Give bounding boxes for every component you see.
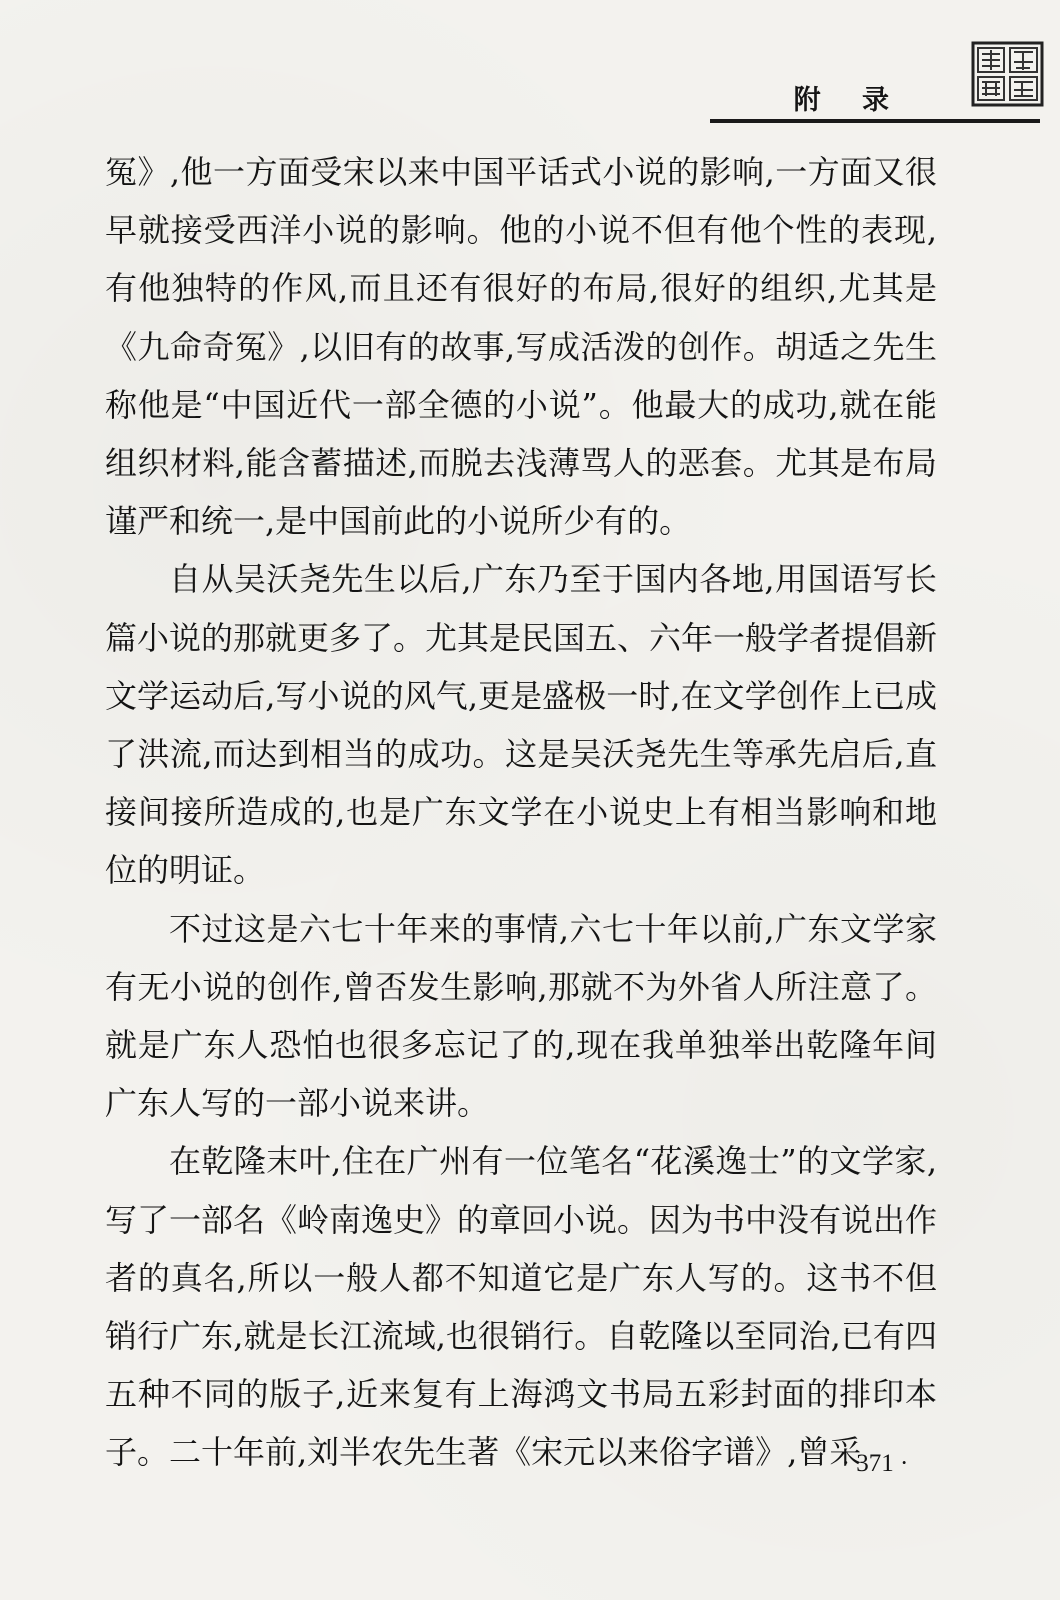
header-rule	[710, 119, 1040, 123]
paragraph-2: 自从吴沃尧先生以后,广东乃至于国内各地,用国语写长篇小说的那就更多了。尤其是民国五、六年一般学者提倡新文学运动后,写小说的风气,更是盛极一时,在文学创作上已成了洪流,而达到相当的成功。这是吴沃尧先生等承先启后,直接间接所造成的,也是广东文学在小说史上有相当影响和地位的明证。	[105, 560, 938, 890]
paragraph-3: 不过这是六七十年来的事情,六七十年以前,广东文学家有无小说的创作,曾否发生影响,那就不为外省人所注意了。就是广东人恐怕也很多忘记了的,现在我单独举出乾隆年间广东人写的一部小说来讲。	[105, 909, 937, 1123]
body-text	[105, 143, 937, 1482]
page-number: · 371 ·	[841, 1450, 909, 1477]
paragraph-4: 在乾隆末叶,住在广州有一位笔名“花溪逸士”的文学家,写了一部名《岭南逸史》的章回小说。因为书中没有说出作者的真名,所以一般人都不知道它是广东人写的。这书不但销行广东,就是长江流域,也很销行。自乾隆以至同治,已有四五种不同的版子,近来复有上海鸿文书局五彩封面的排印本子。二十年前,刘半农先生著《宋元以来俗字谱》,曾采	[105, 1142, 938, 1472]
paragraph-1: 冤》,他一方面受宋以来中国平话式小说的影响,一方面又很早就接受西洋小说的影响。他的小说不但有他个性的表现,有他独特的作风,而且还有很好的布局,很好的组织,尤其是《九命奇冤》,以旧有的故事,写成活泼的创作。胡适之先生称他是“中国近代一部全德的小说”。他最大的成功,就在能组织材料,能含蓄描述,而脱去浅薄骂人的恶套。尤其是布局谨严和统一,是中国前此的小说所少有的。	[105, 153, 937, 541]
running-header-title: 附 录	[793, 85, 905, 116]
seal-stamp-icon	[970, 40, 1045, 108]
